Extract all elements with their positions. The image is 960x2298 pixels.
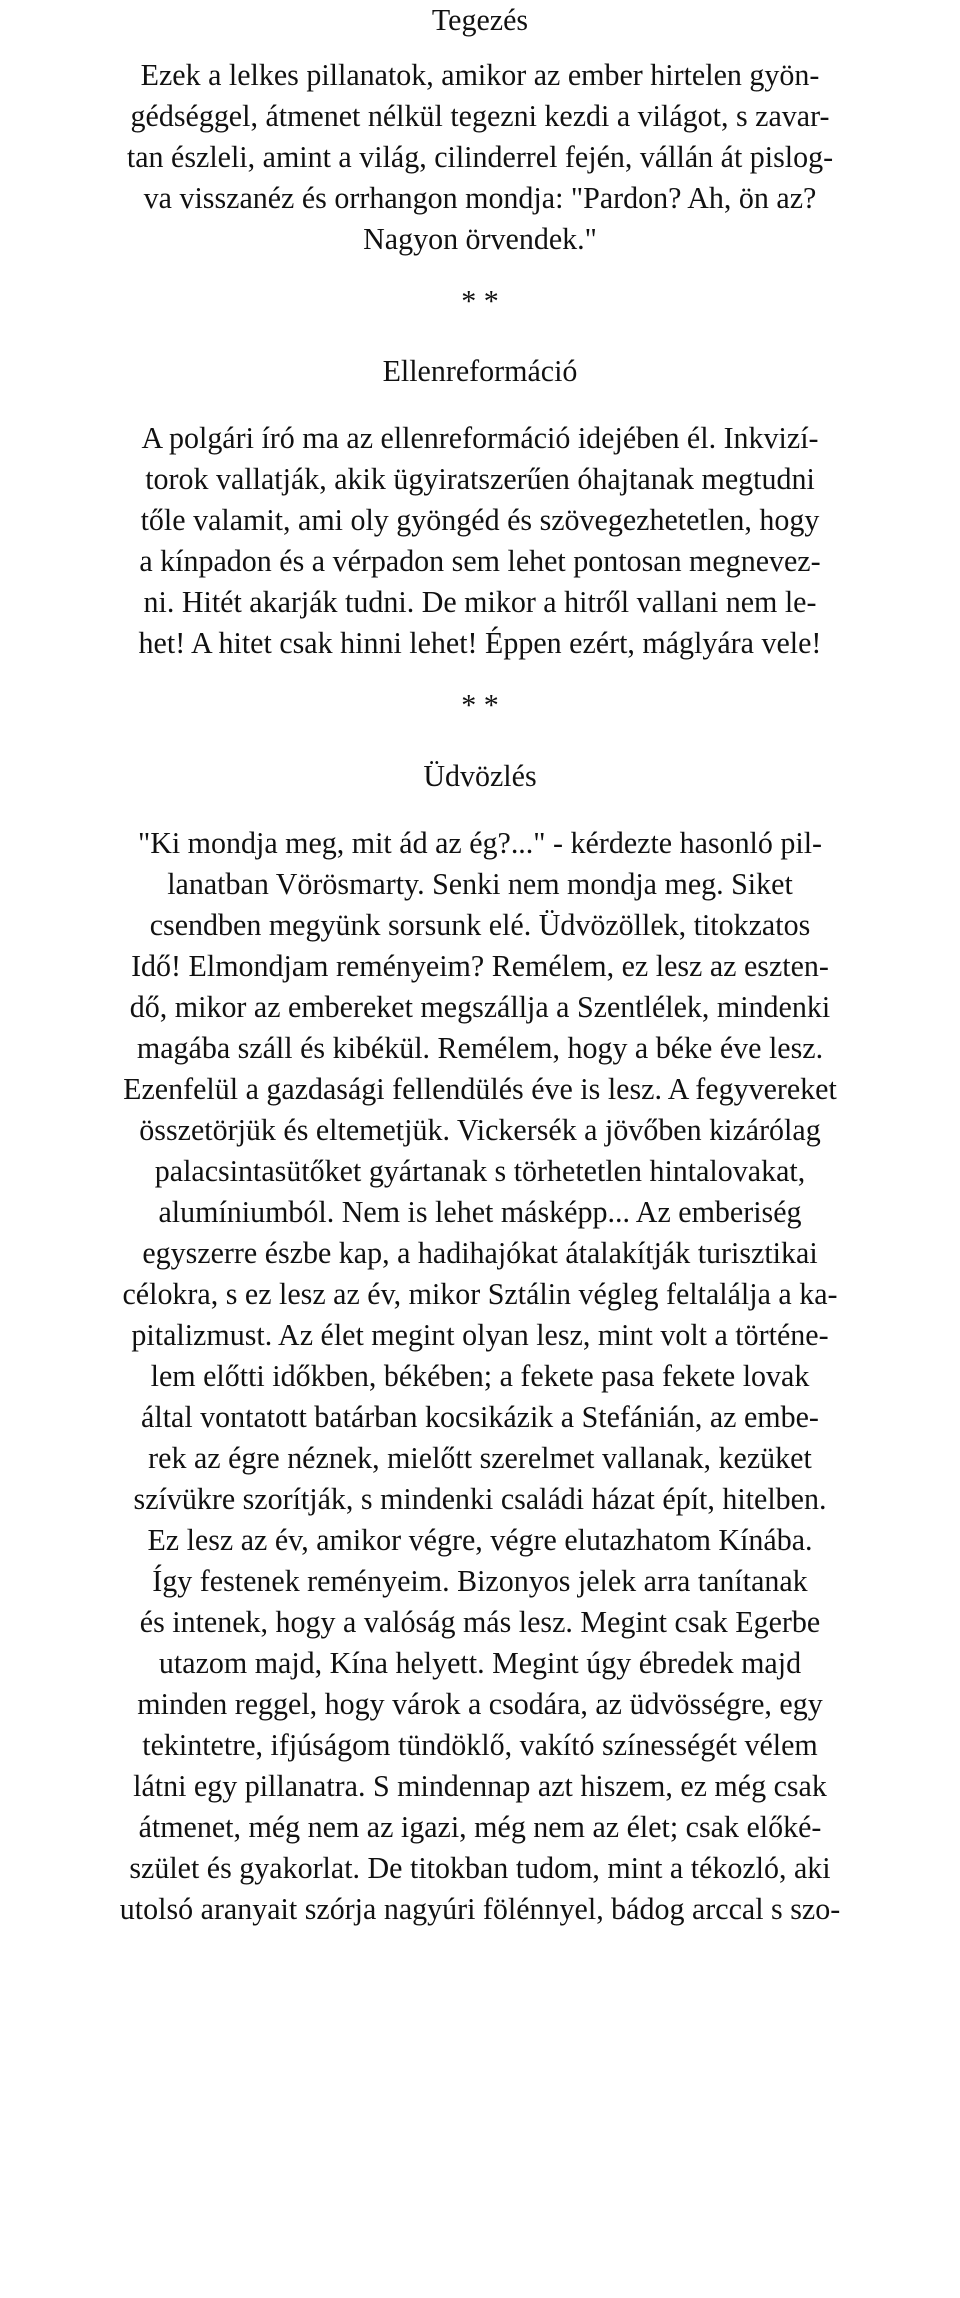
text-line: palacsintasütőket gyártanak s törhetetlen hintalovakat, <box>154 1154 806 1188</box>
section-title-ellenreformacio: Ellenreformáció <box>382 354 578 388</box>
text-line: a kínpadon és a vérpadon sem lehet pontosan megnevez- <box>139 544 821 578</box>
section-title-tegezes: Tegezés <box>431 3 529 37</box>
text-line: célokra, s ez lesz az év, mikor Sztálin végleg feltalálja a ka- <box>122 1277 838 1311</box>
text-line: pitalizmust. Az élet megint olyan lesz, mint volt a történe- <box>131 1318 829 1352</box>
text-line: gédséggel, átmenet nélkül tegezni kezdi a világot, s zavar- <box>130 99 830 133</box>
text-line: látni egy pillanatra. S mindennap azt hiszem, ez még csak <box>133 1769 827 1803</box>
text-line: Idő! Elmondjam reményeim? Remélem, ez lesz az eszten- <box>131 949 829 983</box>
text-line: egyszerre észbe kap, a hadihajókat átalakítják turisztikai <box>142 1236 818 1270</box>
text-line: tan észleli, amint a világ, cilinderrel fején, vállán át pislog- <box>126 140 834 174</box>
text-line: összetörjük és eltemetjük. Vickersék a jövőben kizárólag <box>139 1113 821 1147</box>
section-separator: * * <box>461 284 499 318</box>
section-title-udvozles: Üdvözlés <box>423 759 537 793</box>
text-line: Ezek a lelkes pillanatok, amikor az ember hirtelen gyön- <box>140 58 820 92</box>
text-line: Ezenfelül a gazdasági fellendülés éve is lesz. A fegyvereket <box>123 1072 837 1106</box>
text-line: Ez lesz az év, amikor végre, végre elutazhatom Kínába. <box>147 1523 813 1557</box>
text-line: dő, mikor az embereket megszállja a Szentlélek, mindenki <box>129 990 831 1024</box>
text-line: lanatban Vörösmarty. Senki nem mondja meg. Siket <box>167 867 793 901</box>
text-line: "Ki mondja meg, mit ád az ég?..." - kérdezte hasonló pil- <box>137 826 823 860</box>
text-line: átmenet, még nem az igazi, még nem az élet; csak előké- <box>138 1810 822 1844</box>
text-line: alumíniumból. Nem is lehet másképp... Az emberiség <box>158 1195 802 1229</box>
text-line: szület és gyakorlat. De titokban tudom, mint a tékozló, aki <box>129 1851 831 1885</box>
text-line: lem előtti időkben, békében; a fekete pasa fekete lovak <box>150 1359 810 1393</box>
text-line: utolsó aranyait szórja nagyúri fölénnyel, bádog arccal s szo- <box>119 1892 841 1926</box>
text-line: tekintetre, ifjúságom tündöklő, vakító színességét vélem <box>142 1728 818 1762</box>
text-line: het! A hitet csak hinni lehet! Éppen ezért, máglyára vele! <box>138 626 822 660</box>
text-line: ni. Hitét akarják tudni. De mikor a hitről vallani nem le- <box>143 585 817 619</box>
text-line: utazom majd, Kína helyett. Megint úgy ébredek majd <box>158 1646 802 1680</box>
text-line: által vontatott batárban kocsikázik a Stefánián, az embe- <box>141 1400 819 1434</box>
text-line: Nagyon örvendek." <box>363 222 597 256</box>
text-line: A polgári író ma az ellenreformáció idejében él. Inkvizí- <box>141 421 819 455</box>
text-line: torok vallatják, akik ügyiratszerűen óhajtanak megtudni <box>145 462 815 496</box>
text-line: Így festenek reményeim. Bizonyos jelek arra tanítanak <box>152 1564 808 1598</box>
section-separator: * * <box>461 688 499 722</box>
text-line: csendben megyünk sorsunk elé. Üdvözöllek, titokzatos <box>149 908 811 942</box>
text-line: és intenek, hogy a valóság más lesz. Megint csak Egerbe <box>139 1605 821 1639</box>
text-line: rek az égre néznek, mielőtt szerelmet vallanak, kezüket <box>148 1441 812 1475</box>
text-line: va visszanéz és orrhangon mondja: "Pardon? Ah, ön az? <box>143 181 817 215</box>
text-line: szívükre szorítják, s mindenki családi házat épít, hitelben. <box>133 1482 827 1516</box>
text-line: tőle valamit, ami oly gyöngéd és szövegezhetetlen, hogy <box>140 503 820 537</box>
text-line: minden reggel, hogy várok a csodára, az üdvösségre, egy <box>137 1687 823 1721</box>
text-line: magába száll és kibékül. Remélem, hogy a béke éve lesz. <box>136 1031 824 1065</box>
